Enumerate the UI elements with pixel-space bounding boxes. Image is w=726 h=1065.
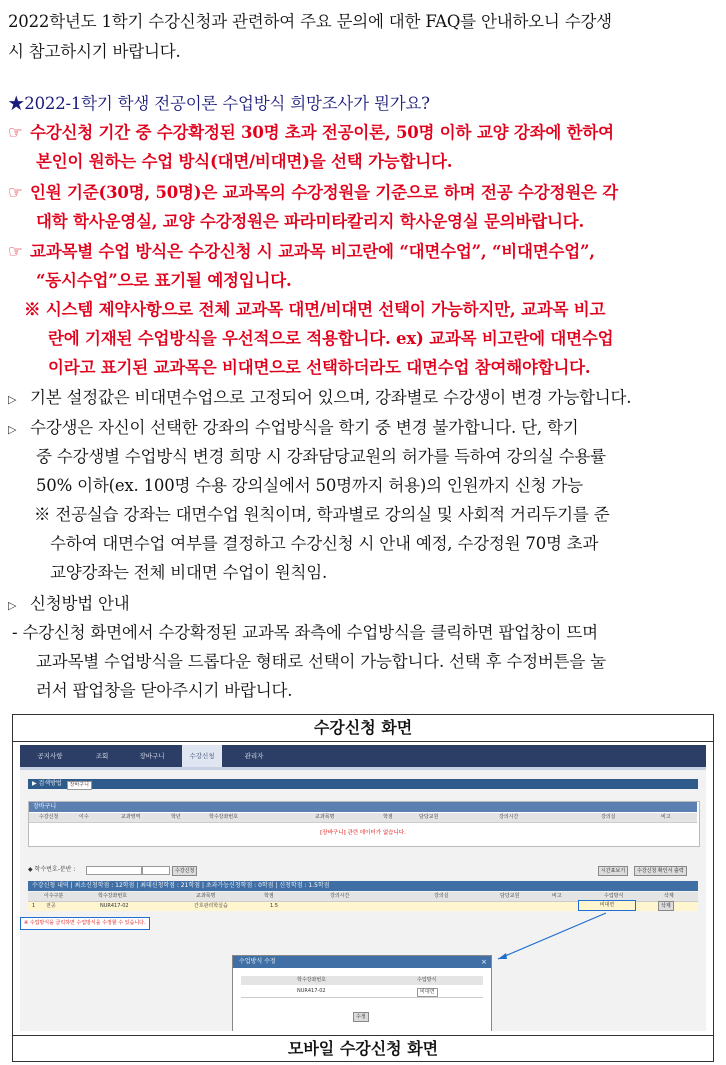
red-item-3 [8,242,595,262]
popup-col-method: 수업방식 [417,977,437,983]
result-col: 비고 [552,893,562,899]
result-col: 교과목명 [196,893,216,899]
confirmation-print-button[interactable]: 수강신청 확인서 출력 [634,866,687,876]
figure-header: 수강신청 화면 [13,715,713,742]
black-note-line-1: ※ 전공실습 강좌는 대면수업 원칙이며, 학과별로 강의실 및 사회적 거리두기를 준 [34,505,610,524]
red-item-2-line-2: 대학 학사운영실, 교양 수강정원은 파라미타칼리지 학사운영실 문의바랍니다. [36,212,585,231]
cart-col: 학수강좌번호 [209,814,238,820]
triangle-bullet-icon: ▷ [8,599,17,612]
intro-line-1: 2022학년도 1학기 수강신청과 관련하여 주요 문의에 대한 FAQ를 안내하오니 수강생 [8,12,612,31]
red-item-2 [8,183,618,203]
black-item-2-line-2: 중 수강생별 수업방식 변경 희망 시 강좌담당교원의 허가를 득하여 강의실 수용률 [36,447,606,466]
nav-tab-cart[interactable]: 장바구니 [139,752,165,760]
result-col: 담당교원 [500,893,520,899]
result-summary-bar: 수강신청 내역 | 최소신청학점 : 12학점 | 최대신청학점 : 21학점 | 초과가능신청학점 : 0학점 | 신청학점 : 1.5학점 [28,881,698,891]
cart-col: 수강신청 [39,814,59,820]
pointing-hand-icon: ☞ [8,242,23,261]
cart-col: 강의시간 [499,814,519,820]
black-item-1 [8,388,631,410]
cart-col: 강의실 [601,814,616,820]
method-title: 신청방법 안내 [30,594,130,613]
cart-col: 담당교원 [419,814,439,820]
result-col: 수업방식 [604,893,624,899]
cart-empty-message: [장바구니] 관련 데이터가 없습니다. [320,830,406,836]
method-heading [8,594,129,616]
search-select[interactable]: 장바구니 [67,781,92,790]
apply-button[interactable]: 수강신청 [172,866,197,876]
cart-col: 교과목명 [315,814,335,820]
row-type: 전공 [46,903,56,909]
black-item-2-line-3: 50% 이하(ex. 100명 수용 강의실에서 50명까지 허용)의 인원까지 신청 가능 [36,476,583,495]
result-col: 강의실 [434,893,449,899]
cart-col: 비고 [661,814,671,820]
registration-screenshot [20,745,706,1031]
row-name: 간호관리학실습 [194,903,228,909]
result-col: 강의시간 [330,893,350,899]
red-note-line-1: ※ 시스템 제약사항으로 전체 교과목 대면/비대면 선택이 가능하지만, 교과목 비고 [24,300,606,319]
method-select[interactable]: 비대면 [417,988,438,997]
black-item-1-text: 기본 설정값은 비대면수업으로 고정되어 있으며, 강좌별로 수강생이 변경 가능합니다. [30,388,632,407]
red-item-1-line-1: 수강신청 기간 중 수강확정된 30명 초과 전공이론, 50명 이하 교양 강좌에 한하여 [30,123,614,142]
popup-title: 수업방식 수정 [233,956,491,968]
edit-button[interactable]: 수정 [353,1012,369,1022]
figure-footer: 모바일 수강신청 화면 [13,1035,713,1062]
result-col: 삭제 [664,893,674,899]
search-label: ▶ 검색방법 [32,780,62,787]
cart-col: 학점 [383,814,393,820]
pointing-hand-icon: ☞ [8,183,23,202]
popup-header-row [241,976,483,985]
method-hint-note: ※ 수업방식을 클릭하면 수업방식을 수정할 수 있습니다. [20,917,150,930]
red-item-3-line-2: “동시수업”으로 표기될 예정입니다. [36,271,292,290]
course-number-label: ◆ 학수번호-분반 : [28,866,76,873]
triangle-bullet-icon: ▷ [8,423,17,436]
nav-tab-search[interactable]: 조회 [95,752,109,760]
row-code: NUR417-02 [100,903,129,909]
nav-tab-admin[interactable]: 관리자 [244,752,264,760]
nav-tab-notice[interactable]: 공지사항 [37,752,63,760]
cart-col: 이수 [79,814,89,820]
method-line-3: 러서 팝업창을 닫아주시기 바랍니다. [36,681,293,700]
method-edit-popup [232,955,492,1031]
method-line-2: 교과목별 수업방식을 드롭다운 형태로 선택이 가능합니다. 선택 후 수정버튼을 눌 [36,652,606,671]
popup-col-code: 학수강좌번호 [297,977,326,983]
result-col: 학점 [264,893,274,899]
red-note-line-2: 란에 기재된 수업방식을 우선적으로 적용합니다. ex) 교과목 비고란에 대면수업 [48,329,614,348]
row-number: 1 [32,903,36,909]
red-note-line-3: 이라고 표기된 교과목은 비대면으로 선택하더라도 대면수업 참여해야합니다. [48,358,591,377]
popup-code: NUR417-02 [297,988,326,994]
row-credit: 1.5 [270,903,278,909]
nav-tab-register[interactable]: 수강신청 [182,745,222,767]
cart-title: 장바구니 [29,802,697,812]
black-note-line-2: 수하여 대면수업 여부를 결정하고 수강신청 시 안내 예정, 수강정원 70명 초과 [50,534,599,553]
cart-col: 교과영역 [121,814,141,820]
red-item-3-line-1: 교과목별 수업 방식은 수강신청 시 교과목 비고란에 “대면수업”, “비대면수업”, [30,242,595,261]
red-item-1-line-2: 본인이 원하는 수업 방식(대면/비대면)을 선택 가능합니다. [36,152,453,171]
timetable-button[interactable]: 시간표보기 [598,866,628,876]
result-col: 이수구분 [44,893,64,899]
red-item-1 [8,123,614,143]
red-item-2-line-1: 인원 기준(30명, 50명)은 교과목의 수강정원을 기준으로 하며 전공 수강정원은 각 [30,183,618,202]
figure-table [12,714,714,1062]
black-item-2-line-1: 수강생은 자신이 선택한 강좌의 수업방식을 학기 중 변경 불가합니다. 단, 학기 [30,418,579,437]
cart-col: 학년 [171,814,181,820]
black-item-2 [8,418,578,440]
popup-row [241,986,483,998]
pointing-hand-icon: ☞ [8,123,23,142]
result-col: 학수강좌번호 [98,893,127,899]
triangle-bullet-icon: ▷ [8,393,17,406]
method-line-1: - 수강신청 화면에서 수강확정된 교과목 좌측에 수업방식을 클릭하면 팝업창이 뜨며 [12,623,598,642]
faq-title: ★2022-1학기 학생 전공이론 수업방식 희망조사가 뭔가요? [8,94,430,113]
black-note-line-3: 교양강좌는 전체 비대면 수업이 원칙임. [50,563,328,582]
intro-line-2: 시 참고하시기 바랍니다. [8,42,181,61]
delete-button[interactable]: 삭제 [658,901,674,911]
method-cell[interactable]: 비대면 [578,900,636,911]
close-icon[interactable]: × [481,958,487,966]
